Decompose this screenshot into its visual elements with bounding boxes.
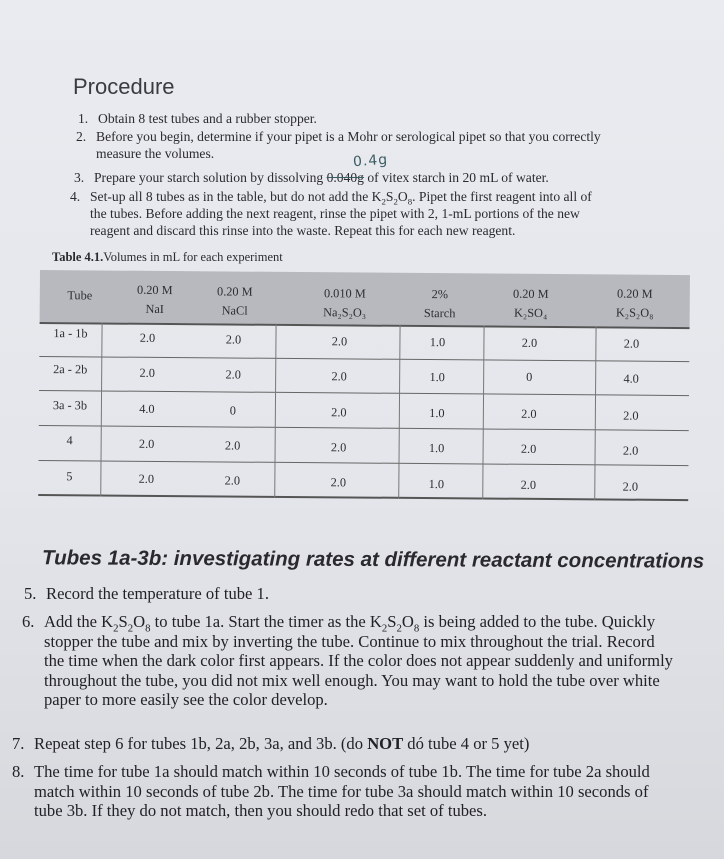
cell-value: 2.0 — [224, 438, 241, 453]
step-number: 4. — [70, 189, 81, 204]
header-nacl: 0.20 M NaCl — [217, 284, 253, 318]
step-8 — [12, 762, 650, 821]
cell-value: 4.0 — [623, 371, 639, 386]
procedure-title: Procedure — [73, 74, 175, 99]
cell-value: 2.0 — [225, 367, 241, 382]
cell-value: 2.0 — [622, 479, 639, 494]
header-tube: Tube — [67, 288, 93, 303]
cell-value: 1.0 — [428, 477, 445, 492]
cell-value: 2.0 — [138, 436, 155, 451]
step-text-line: paper to more easily see the color develop. — [44, 690, 328, 710]
step-4 — [70, 188, 592, 239]
cell-value: 4.0 — [139, 401, 155, 416]
step-5 — [24, 584, 270, 604]
cell-value: 2.0 — [520, 477, 537, 492]
table-column-divider — [482, 325, 484, 499]
table-column-divider — [274, 324, 276, 498]
step-number: 2. — [76, 129, 87, 144]
cell-value: 2.0 — [330, 440, 347, 455]
cell-value: 1.0 — [429, 406, 445, 421]
header-persulfate: 0.20 M K₂S₂O₈ — [615, 286, 654, 320]
step-text: of vitex starch in 20 mL of water. — [363, 170, 549, 185]
cell-value: 2.0 — [330, 475, 347, 490]
cell-value: 2.0 — [331, 334, 348, 349]
step-number: 8. — [12, 762, 25, 781]
cell-value: 1.0 — [428, 441, 445, 456]
step-number: 5. — [24, 584, 37, 603]
step-3 — [74, 169, 549, 186]
handwritten-note: 0.4g — [352, 151, 389, 171]
struck-value: 0.040g — [326, 170, 364, 185]
cell-value: 0 — [526, 369, 533, 384]
cell-tube: 2a - 2b — [53, 362, 88, 377]
cell-value: 2.0 — [331, 405, 347, 420]
table-column-divider — [398, 325, 400, 499]
step-text-line: measure the volumes. — [96, 146, 215, 161]
cell-tube: 5 — [66, 469, 73, 484]
table-rule — [39, 425, 689, 431]
cell-tube: 1a - 1b — [53, 326, 88, 341]
cell-tube: 4 — [66, 433, 73, 448]
step-text-line: throughout the tube, you did not mix well enough. You may want to hold the tube over white — [44, 670, 660, 690]
step-6 — [22, 612, 673, 710]
step-text-line: match within 10 seconds of tube 2b. The time for tube 3a should match within 10 seconds of — [34, 781, 649, 801]
header-thiosulfate: 0.010 M Na₂S₂O₃ — [323, 286, 367, 320]
step-text: Record the temperature of tube 1. — [46, 584, 270, 603]
step-text-line: Set-up all 8 tubes as in the table, but do not add the $K_2S_2O_8$. Pipet the first reagent into all of — [90, 189, 592, 207]
step-text-line: Add the $K_2S_2O_8$ to tube 1a. Start the timer as the $K_2S_2O_8$ is being added to the tube. Quickly — [44, 612, 656, 635]
cell-value: 2.0 — [521, 406, 537, 421]
step-text: Prepare your starch solution by dissolving — [94, 170, 327, 185]
cell-value: 0 — [229, 403, 237, 418]
step-2 — [76, 128, 601, 162]
cell-value: 2.0 — [622, 443, 639, 458]
cell-value: 2.0 — [521, 335, 538, 350]
cell-value: 2.0 — [138, 471, 155, 486]
header-sulfate: 0.20 M K₂SO₄ — [513, 286, 549, 320]
step-text-line: tube 3b. If they do not match, then you should redo that set of tubes. — [34, 801, 488, 821]
table-caption — [52, 250, 283, 265]
cell-value: 2.0 — [520, 441, 537, 456]
step-number: 3. — [74, 170, 85, 185]
step-text: Obtain 8 test tubes and a rubber stopper. — [98, 111, 317, 126]
step-text-line: the tubes. Before adding the next reagent, rinse the pipet with 2, 1-mL portions of the new — [90, 206, 580, 221]
table-column-divider — [594, 326, 596, 500]
step-number: 6. — [22, 612, 35, 631]
emphasis: NOT — [367, 734, 404, 753]
table-rule — [38, 460, 688, 466]
table-rule — [39, 356, 689, 362]
cell-tube: 3a - 3b — [52, 398, 88, 413]
step-text-line: Before you begin, determine if your pipet is a Mohr or serological pipet so that you correctly — [96, 129, 601, 144]
cell-value: 2.0 — [623, 336, 640, 351]
step-7: 7. Repeat step 6 for tubes 1b, 2a, 2b, 3a, and 3b. (do NOT dó tube 4 or 5 yet) — [12, 734, 530, 753]
step-text-line: the time when the dark color first appears. If the color does not appear suddenly and uniformly — [44, 651, 673, 671]
cell-value: 1.0 — [429, 370, 445, 385]
step-text-line: reagent and discard this rinse into the waste. Repeat this for each new reagent. — [90, 223, 516, 238]
table-caption-text: Volumes in mL for each experiment — [103, 250, 283, 264]
cell-value: 2.0 — [225, 332, 242, 347]
step-text-line: The time for tube 1a should match within 10 seconds of tube 1b. The time for tube 2a should — [34, 762, 650, 781]
cell-value: 2.0 — [224, 473, 241, 488]
step-number: 7. — [12, 734, 25, 753]
cell-value: 2.0 — [331, 369, 347, 384]
cell-value: 1.0 — [429, 335, 446, 350]
table-rule — [38, 494, 688, 501]
step-number: 1. — [78, 111, 89, 126]
step-1 — [78, 110, 317, 127]
cell-value: 2.0 — [139, 330, 156, 345]
header-nai: 0.20 M NaI — [137, 282, 173, 316]
volumes-table — [38, 270, 690, 501]
section-title: Tubes 1a-3b: investigating rates at different reactant concentrations — [41, 546, 705, 573]
cell-value: 2.0 — [139, 365, 155, 380]
header-starch: 2% Starch — [423, 287, 456, 321]
step-text-line: stopper the tube and mix by inverting the tube. Continue to mix throughout the trial. Record — [44, 631, 655, 651]
cell-value: 2.0 — [623, 408, 639, 423]
table-rule — [39, 390, 689, 396]
table-caption-label: Table 4.1. — [52, 250, 104, 264]
